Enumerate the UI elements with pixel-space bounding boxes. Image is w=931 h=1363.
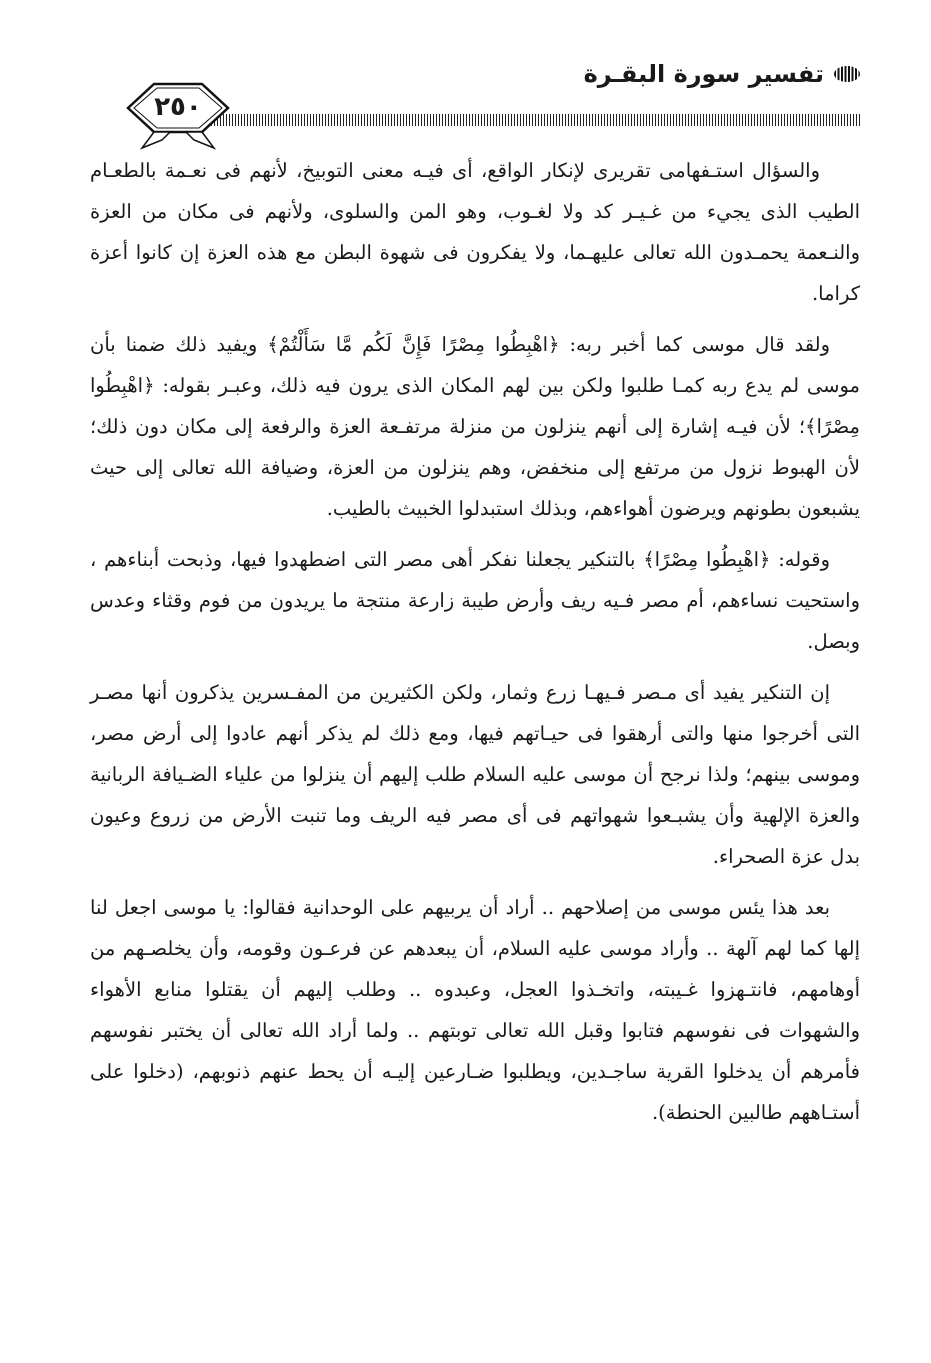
- header-rule: [175, 114, 860, 126]
- page-header: [90, 50, 860, 140]
- paragraph: وقوله: ﴿اهْبِطُوا مِصْرًا﴾ بالتنكير يجعلنا نفكر أهى مصر التى اضطهدوا فيها، وذبحت أبناءهم ، واستحيت نساءهم، أم مصر فـيه ريف وأرض طيبة زارعة منتجة ما يريدون من فوم وقثاء وعدس وبصل.: [90, 548, 860, 653]
- page-number: ٢٥٠: [154, 92, 202, 122]
- paragraph: والسؤال استـفهامى تقريرى لإنكار الواقع، أى فيـه معنى التوبيخ، لأنهم فى نعـمة بالطعـام الطيب الذى يجيء من غـيـر كد ولا لغـوب، وهو المن والسلوى، ولأنهم فى مكان من العزة والنـعمة يحمـدون الله تعالى عليهـما، ولا يفكرون فى شهوة البطن مع هذه العزة إن كانوا أعزة كراما.: [90, 159, 860, 305]
- running-title: [584, 60, 860, 88]
- book-title-text: تفسير سورة البقـرة: [583, 60, 824, 88]
- ornament-icon: [834, 66, 860, 82]
- paragraph: بعد هذا يئس موسى من إصلاحهم .. أراد أن يربيهم على الوحدانية فقالوا: يا موسى اجعل لنا إلها كما لهم آلهة .. وأراد موسى عليه السلام، أن يبعدهم عن فرعـون وقومه، وأن يخلصـهم من أوهامهم، فانتـهزوا غـيبته، واتخـذوا العجل، وعبدوه .. وطلب إليهم أن يقتلوا منابع الأهواء والشهوات فى نفوسهم فتابوا وقبل الله تعالى توبتهم .. ولما أراد الله تعالى أن يختبر نفوسهم فأمرهم أن يدخلوا القرية ساجـدين، ويطلبوا ضـارعين إليـه أن يحط عنهم ذنوبهم، (دخلوا على أستـاههم طالبين الحنطة).: [90, 896, 860, 1124]
- page-body: [90, 150, 860, 1143]
- paragraph: إن التنكير يفيد أى مـصر فـيهـا زرع وثمار، ولكن الكثيرين من المفـسرين يذكرون أنها مصـر التى أخرجوا منها والتى أرهقوا فى حيـاتهم فيها، ومع ذلك لم يذكر أنهم عادوا إلى أرض مصر، وموسى بينهم؛ ولذا نرجح أن موسى عليه السلام طلب إليهم أن ينزلوا من علياء الضـيافة الربانية والعزة الإلهية وأن يشبـعوا شهواتهم فى أى مصر فيه الريف وما تنبت الأرض من زروع وعيون بدل عزة الصحراء.: [90, 681, 860, 868]
- paragraph: ولقد قال موسى كما أخبر ربه: ﴿اهْبِطُوا مِصْرًا فَإِنَّ لَكُم مَّا سَأَلْتُمْ﴾ ويفيد ذلك ضمنا بأن موسى لم يدع ربه كمـا طلبوا ولكن بين لهم المكان الذى يرون فيه ذلك، وعبـر بقوله: ﴿اهْبِطُوا مِصْرًا﴾؛ لأن فيـه إشارة إلى أنهم ينزلون من منزلة مرتفـعة العزة والرفعة إلى مكان دون ذلك؛ لأن الهبوط نزول من مرتفع إلى منخفض، وهم ينزلون من العزة، وضيافة الله تعالى إلى حيث يشبعون بطونهم ويرضون أهواءهم، وبذلك استبدلوا الخبيث بالطيب.: [90, 333, 860, 520]
- page-number-badge: [118, 70, 238, 160]
